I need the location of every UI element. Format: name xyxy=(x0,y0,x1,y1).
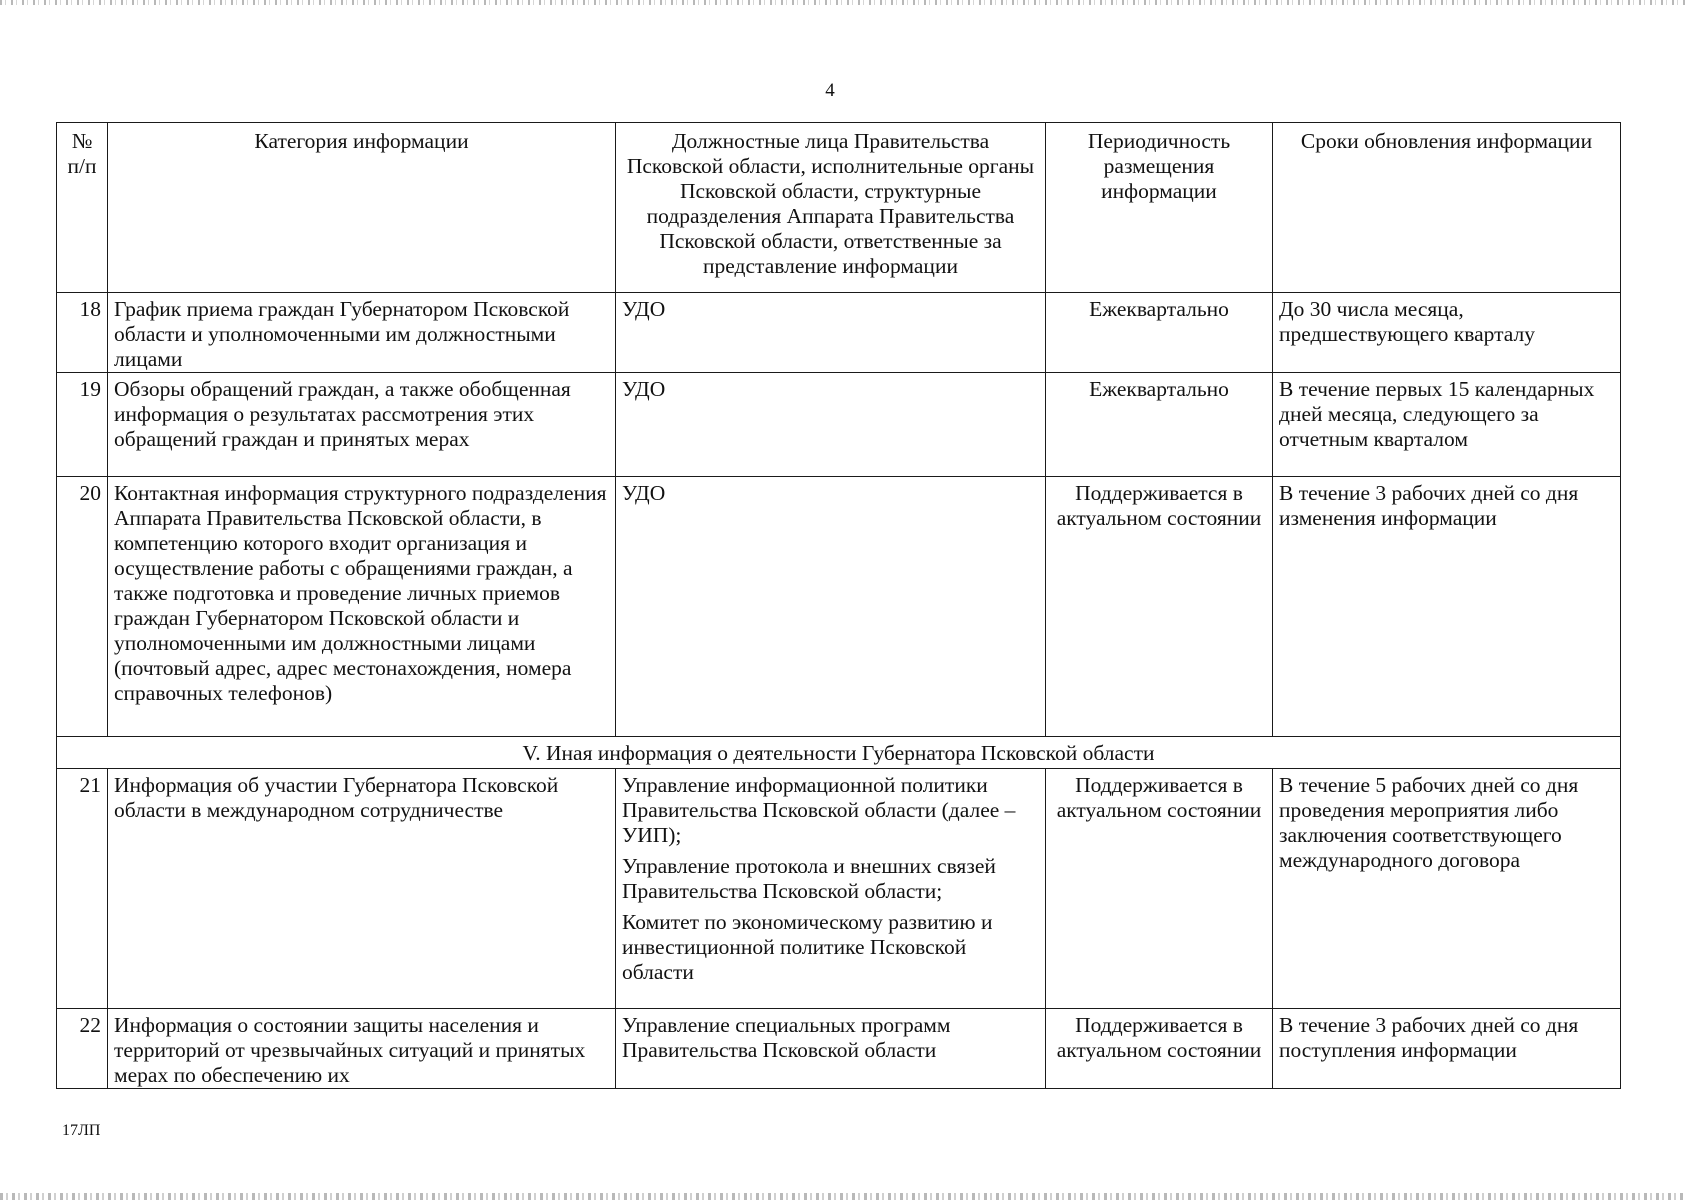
row-terms: В течение 5 рабочих дней со дня проведения мероприятия либо заключения соответствующего международного договора xyxy=(1273,769,1621,1009)
row-number: 21 xyxy=(57,769,108,1009)
row-responsible xyxy=(616,769,1046,1009)
row-terms: До 30 числа месяца, предшествующего кварталу xyxy=(1273,293,1621,373)
row-category: Информация об участии Губернатора Псковской области в международном сотрудничестве xyxy=(108,769,616,1009)
row-responsible xyxy=(616,293,1046,373)
row-periodicity: Ежеквартально xyxy=(1046,373,1273,477)
responsible-item: Управление информационной политики Правительства Псковской области (далее – УИП); xyxy=(622,773,1016,847)
table-header-row xyxy=(57,123,1621,293)
row-responsible xyxy=(616,477,1046,737)
row-number: 22 xyxy=(57,1009,108,1089)
header-periodicity: Периодичность размещения информации xyxy=(1046,123,1273,293)
responsible-item: Управление протокола и внешних связей Правительства Псковской области; xyxy=(622,854,996,903)
row-number: 18 xyxy=(57,293,108,373)
responsible-item: УДО xyxy=(622,297,666,321)
row-terms: В течение 3 рабочих дней со дня поступления информации xyxy=(1273,1009,1621,1089)
row-terms: В течение первых 15 календарных дней месяца, следующего за отчетным кварталом xyxy=(1273,373,1621,477)
row-periodicity: Ежеквартально xyxy=(1046,293,1273,373)
header-num: № п/п xyxy=(57,123,108,293)
scan-edge-top xyxy=(0,0,1686,5)
table-row xyxy=(57,1009,1621,1089)
header-responsible: Должностные лица Правительства Псковской области, исполнительные органы Псковской области, структурные подразделения Аппарата Правительства Псковской области, ответственные за представление информации xyxy=(616,123,1046,293)
row-category: Контактная информация структурного подразделения Аппарата Правительства Псковской области, в компетенцию которого входит организация и осуществление работы с обращениями граждан, а также подготовка и проведение личных приемов граждан Губернатором Псковской области и уполномоченными им должностными лицами (почтовый адрес, адрес местонахождения, номера справочных телефонов) xyxy=(108,477,616,737)
row-periodicity: Поддерживается в актуальном состоянии xyxy=(1046,477,1273,737)
row-periodicity: Поддерживается в актуальном состоянии xyxy=(1046,1009,1273,1089)
table-row xyxy=(57,477,1621,737)
responsible-item: УДО xyxy=(622,481,666,505)
responsible-item: Комитет по экономическому развитию и инвестиционной политике Псковской области xyxy=(622,910,993,984)
page-number: 4 xyxy=(825,80,835,101)
information-table xyxy=(56,122,1621,1089)
document-code: 17ЛП xyxy=(62,1122,101,1139)
header-terms: Сроки обновления информации xyxy=(1273,123,1621,293)
row-category: Информация о состоянии защиты населения и территорий от чрезвычайных ситуаций и принятых мерах по обеспечению их xyxy=(108,1009,616,1089)
row-number: 20 xyxy=(57,477,108,737)
row-terms: В течение 3 рабочих дней со дня изменения информации xyxy=(1273,477,1621,737)
row-responsible xyxy=(616,1009,1046,1089)
table-row xyxy=(57,373,1621,477)
table-row xyxy=(57,769,1621,1009)
row-responsible xyxy=(616,373,1046,477)
responsible-item: УДО xyxy=(622,377,666,401)
section-title: V. Иная информация о деятельности Губернатора Псковской области xyxy=(57,737,1621,769)
row-category: Обзоры обращений граждан, а также обобщенная информация о результатах рассмотрения этих обращений граждан и принятых мерах xyxy=(108,373,616,477)
header-category: Категория информации xyxy=(108,123,616,293)
scan-edge-bottom xyxy=(0,1193,1686,1200)
section-row xyxy=(57,737,1621,769)
row-periodicity: Поддерживается в актуальном состоянии xyxy=(1046,769,1273,1009)
responsible-item: Управление специальных программ Правительства Псковской области xyxy=(622,1013,951,1062)
row-category: График приема граждан Губернатором Псковской области и уполномоченными им должностными лицами xyxy=(108,293,616,373)
row-number: 19 xyxy=(57,373,108,477)
table-row xyxy=(57,293,1621,373)
